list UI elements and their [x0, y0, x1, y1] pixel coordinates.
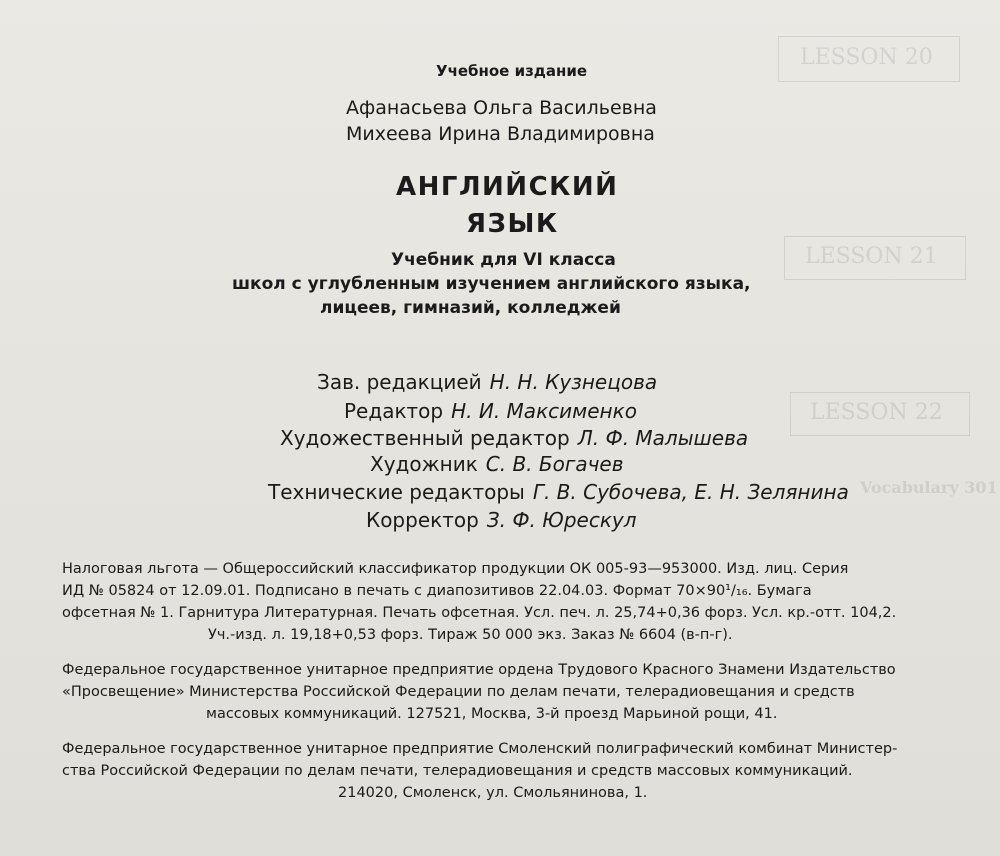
credit-line: [280, 426, 748, 450]
credit-role: Художник: [370, 452, 478, 476]
printer-line: Федеральное государственное унитарное предприятие Смоленский полиграфический комбинат Министер-: [62, 741, 898, 757]
show-through-text: LESSON 22: [810, 400, 943, 425]
book-title-line: АНГЛИЙСКИЙ: [396, 172, 619, 202]
show-through-text: LESSON 21: [805, 244, 938, 269]
credit-line: [366, 508, 637, 532]
credit-line: [370, 452, 624, 476]
printer-line: 214020, Смоленск, ул. Смольянинова, 1.: [338, 785, 648, 801]
show-through-text: LESSON 20: [800, 45, 933, 70]
credit-role: Редактор: [344, 399, 444, 423]
publisher-line: массовых коммуникаций. 127521, Москва, 3-й проезд Марьиной рощи, 41.: [206, 706, 778, 722]
author-name: Афанасьева Ольга Васильевна: [346, 97, 657, 119]
credit-role: Художественный редактор: [280, 426, 570, 450]
credit-name: Н. И. Максименко: [451, 399, 637, 423]
credit-role: Технические редакторы: [268, 480, 525, 504]
credit-line: [317, 370, 657, 394]
credit-line: [344, 399, 637, 423]
publisher-line: Федеральное государственное унитарное предприятие ордена Трудового Красного Знамени Издательство: [62, 662, 896, 678]
edition-type: Учебное издание: [436, 62, 588, 80]
imprint-line: офсетная № 1. Гарнитура Литературная. Печать офсетная. Усл. печ. л. 25,74+0,36 форз. Усл. кр.-отт. 104,2.: [62, 605, 897, 621]
credit-name: Г. В. Субочева, Е. Н. Зелянина: [532, 480, 849, 504]
credit-name: Л. Ф. Малышева: [577, 426, 749, 450]
publisher-line: «Просвещение» Министерства Российской Федерации по делам печати, телерадиовещания и средств: [62, 684, 855, 700]
book-subtitle-line: школ с углубленным изучением английского языка,: [232, 274, 751, 294]
book-subtitle-line: лицеев, гимназий, колледжей: [320, 298, 621, 318]
credit-line: [268, 480, 849, 504]
author-name: Михеева Ирина Владимировна: [346, 123, 655, 145]
credit-role: Корректор: [366, 508, 479, 532]
imprint-line: ИД № 05824 от 12.09.01. Подписано в печать с диапозитивов 22.04.03. Формат 70×90¹/₁₆. Бумага: [62, 583, 812, 599]
credit-role: Зав. редакцией: [317, 370, 482, 394]
credit-name: С. В. Богачев: [485, 452, 624, 476]
printer-line: ства Российской Федерации по делам печати, телерадиовещания и средств массовых коммуникаций.: [62, 763, 853, 779]
book-subtitle-line: Учебник для VI класса: [391, 250, 616, 270]
imprint-line: Налоговая льгота — Общероссийский классификатор продукции ОК 005-93—953000. Изд. лиц. Серия: [62, 561, 849, 577]
show-through-text: Vocabulary 301: [860, 478, 998, 497]
imprint-line: Уч.-изд. л. 19,18+0,53 форз. Тираж 50 000 экз. Заказ № 6604 (в-п-г).: [208, 627, 733, 643]
credit-name: З. Ф. Юрескул: [486, 508, 637, 532]
credit-name: Н. Н. Кузнецова: [489, 370, 658, 394]
book-title-line: ЯЗЫК: [466, 209, 559, 239]
